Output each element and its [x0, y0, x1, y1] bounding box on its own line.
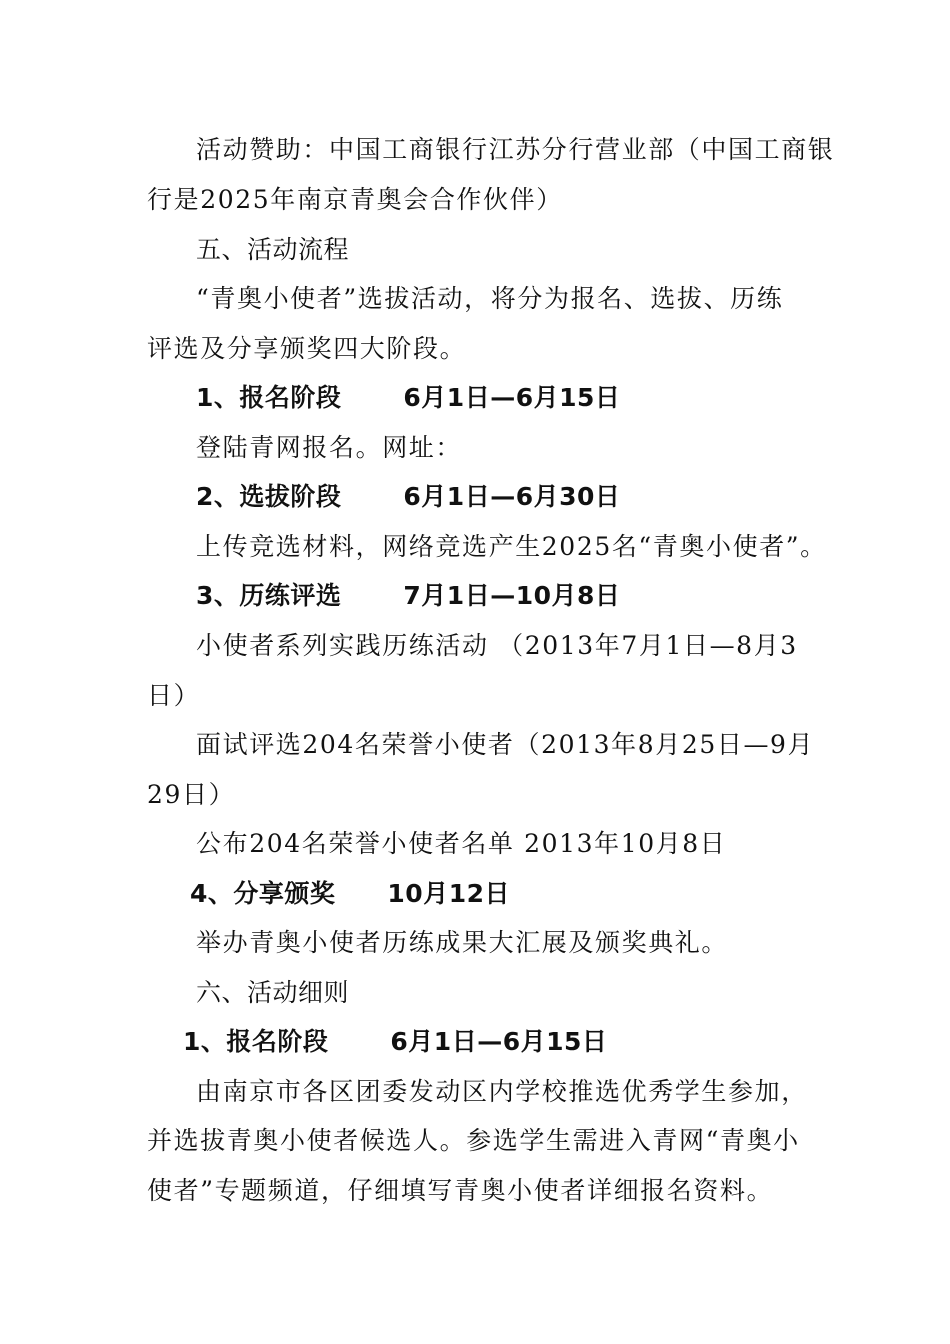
rules-stage-1-heading: [183, 1026, 607, 1058]
stage-2-text: 上传竞选材料，网络竞选产生2025名“青奥小使者”。: [196, 532, 827, 561]
section-heading-process: 五、活动流程: [196, 235, 350, 264]
stage-4-text: 举办青奥小使者历练成果大汇展及颁奖典礼。: [196, 928, 729, 957]
rules-stage-1-label: 1、报名阶段: [183, 1027, 329, 1056]
stage-3-activity-line-1: 小使者系列实践历练活动 （2013年7月1日—8月3: [196, 631, 798, 660]
stage-3-heading: [196, 580, 620, 612]
section-heading-rules: 六、活动细则: [196, 978, 350, 1007]
stage-2-date: 6月1日—6月30日: [403, 482, 621, 511]
stage-3-interview-line-2: 29日）: [147, 780, 236, 809]
stage-4-heading: [190, 878, 510, 910]
stage-3-date: 7月1日—10月8日: [403, 581, 621, 610]
stage-4-label: 4、分享颁奖: [190, 879, 336, 908]
rules-para-line-2: 并选拔青奥小使者候选人。参选学生需进入青网“青奥小: [147, 1126, 800, 1155]
process-intro-line-1: “青奥小使者”选拔活动，将分为报名、选拔、历练: [196, 284, 784, 313]
stage-1-date: 6月1日—6月15日: [403, 383, 621, 412]
rules-para-line-1: 由南京市各区团委发动区内学校推选优秀学生参加，: [196, 1077, 808, 1106]
process-intro-line-2: 评选及分享颁奖四大阶段。: [147, 334, 467, 363]
sponsor-line-1: 活动赞助：中国工商银行江苏分行营业部（中国工商银: [196, 135, 835, 164]
sponsor-line-2: 行是2025年南京青奥会合作伙伴）: [147, 185, 563, 214]
stage-3-announcement: 公布204名荣誉小使者名单 2013年10月8日: [196, 829, 727, 858]
stage-2-label: 2、选拔阶段: [196, 482, 342, 511]
stage-1-text: 登陆青网报名。网址：: [196, 433, 463, 462]
stage-1-label: 1、报名阶段: [196, 383, 342, 412]
rules-stage-1-date: 6月1日—6月15日: [390, 1027, 608, 1056]
stage-3-activity-line-2: 日）: [147, 681, 201, 710]
stage-4-date: 10月12日: [387, 879, 510, 908]
stage-3-interview-line-1: 面试评选204名荣誉小使者（2013年8月25日—9月: [196, 730, 815, 759]
rules-para-line-3: 使者”专题频道，仔细填写青奥小使者详细报名资料。: [147, 1176, 774, 1205]
stage-3-label: 3、历练评选: [196, 581, 342, 610]
stage-1-heading: [196, 382, 620, 414]
stage-2-heading: [196, 481, 620, 513]
